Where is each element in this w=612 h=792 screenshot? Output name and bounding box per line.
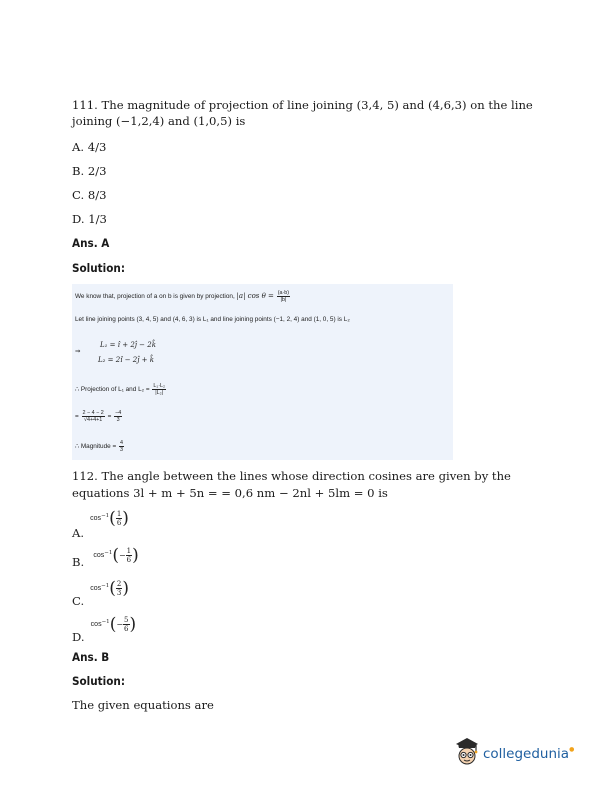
opt-b-label: B. [72,555,85,569]
opt-a-cos: cos [90,515,102,522]
q112-option-d [72,614,136,644]
sol-proj2-den: |L₂| [155,390,164,396]
q111-answer: Ans. A [72,236,110,250]
sol-proj-line [75,383,167,396]
q112-text-line1: 112. The angle between the lines whose direction cosines are given by the [72,469,511,483]
opt-c-num: 2 [116,580,122,588]
opt-d-lparen: ( [109,614,117,635]
opt-b-inv: −1 [104,550,113,556]
sol-L2: L₂ = 2î − 2ĵ + k̂ [98,356,154,364]
student-mascot-icon [452,734,482,768]
opt-b-den: 6 [126,556,132,564]
opt-d-rparen: ) [129,614,137,635]
opt-c-lparen: ( [109,578,116,599]
opt-d-sign: − [116,620,124,629]
q112-answer: Ans. B [72,650,110,664]
sol-eq1: = [75,413,79,421]
opt-c-label: C. [72,594,85,608]
brand-dot-icon: ● [569,746,575,753]
sol-mag-num: 4 [119,440,123,446]
sol-proj-text: ∴ Projection of L₁ and L₂ = [75,386,150,394]
sol-proj-num: (a·b) [277,290,290,296]
q112-option-b [72,545,139,569]
opt-b-cos: cos [93,552,105,559]
opt-d-num: 5 [124,616,129,624]
sol-eq2: = [107,413,112,421]
opt-c-cos: cos [90,585,102,592]
opt-a-rparen: ) [122,508,129,529]
sol-calc-line [75,410,123,423]
opt-c-rparen: ) [122,578,130,599]
sol-line-intro: Let line joining points (3, 4, 5) and (4, 6, 3) is L₁ and line joining points (−1, 2, 4) and (1, 0, 5) is L₂ [75,316,350,323]
sol-intro-line [75,290,291,303]
opt-a-den: 6 [116,519,122,527]
opt-d-den: 6 [124,625,129,633]
sol-mag-fraction [119,440,124,453]
opt-d-label: D. [72,630,85,644]
q111-solution-label: Solution: [72,261,126,275]
opt-d-inv: −1 [101,619,110,625]
opt-b-sign: − [118,551,126,560]
q112-option-a [72,508,129,540]
sol-magnitude-line [75,440,125,453]
q112-text-line2: equations 3l + m + 5n = = 0,6 nm − 2nl + 5lm = 0 is [72,486,388,500]
sol-proj-lhs: |a| cos θ = [236,292,274,301]
brand-name: collegedunia [483,746,570,762]
q112-solution-label: Solution: [72,674,126,688]
opt-b-lparen: ( [112,545,119,566]
opt-c-inv: −1 [101,583,110,589]
sol-mag-den: 3 [119,447,123,453]
opt-a-lparen: ( [109,508,116,529]
sol-L1: L₁ = î + 2ĵ − 2k̂ [100,341,156,349]
q112-given-text: The given equations are [72,698,214,712]
q111-option-a: A. 4/3 [72,140,107,154]
sol-calc-num: 2 − 4 − 2 [82,410,104,416]
q112-option-c [72,578,129,608]
opt-a-label: A. [72,526,85,540]
q111-text-line2: joining (−1,2,4) and (1,0,5) is [72,114,246,128]
sol-calc-den: √4+4+1 [84,417,103,423]
sol-magnitude: ∴ Magnitude = [75,443,117,451]
sol-proj2-num: L₁·L₂ [153,383,166,389]
sol-proj-den: |b| [280,297,287,303]
opt-a-num: 1 [116,510,122,518]
q111-option-d: D. 1/3 [72,212,107,226]
opt-b-num: 1 [126,547,132,555]
sol-calc-fraction [82,410,105,423]
opt-a-inv: −1 [101,513,110,519]
collegedunia-brand-text[interactable] [483,746,574,762]
sol-intro: We know that, projection of a on b is given by projection, [75,293,235,301]
solution-111-box [72,284,453,460]
opt-d-cos: cos [90,621,102,628]
sol-proj-fraction [277,290,290,303]
q111-option-c: C. 8/3 [72,188,107,202]
sol-res-num: −4 [115,410,122,416]
sol-proj2-fraction [152,383,166,396]
sol-res-fraction [114,410,122,423]
q111-text-line1: 111. The magnitude of projection of line joining (3,4, 5) and (4,6,3) on the line [72,98,533,112]
sol-implies-arrow: ⇒ [75,348,81,355]
opt-b-rparen: ) [132,545,139,566]
sol-res-den: 3 [116,417,120,423]
opt-c-den: 3 [116,589,122,597]
q111-option-b: B. 2/3 [72,164,107,178]
